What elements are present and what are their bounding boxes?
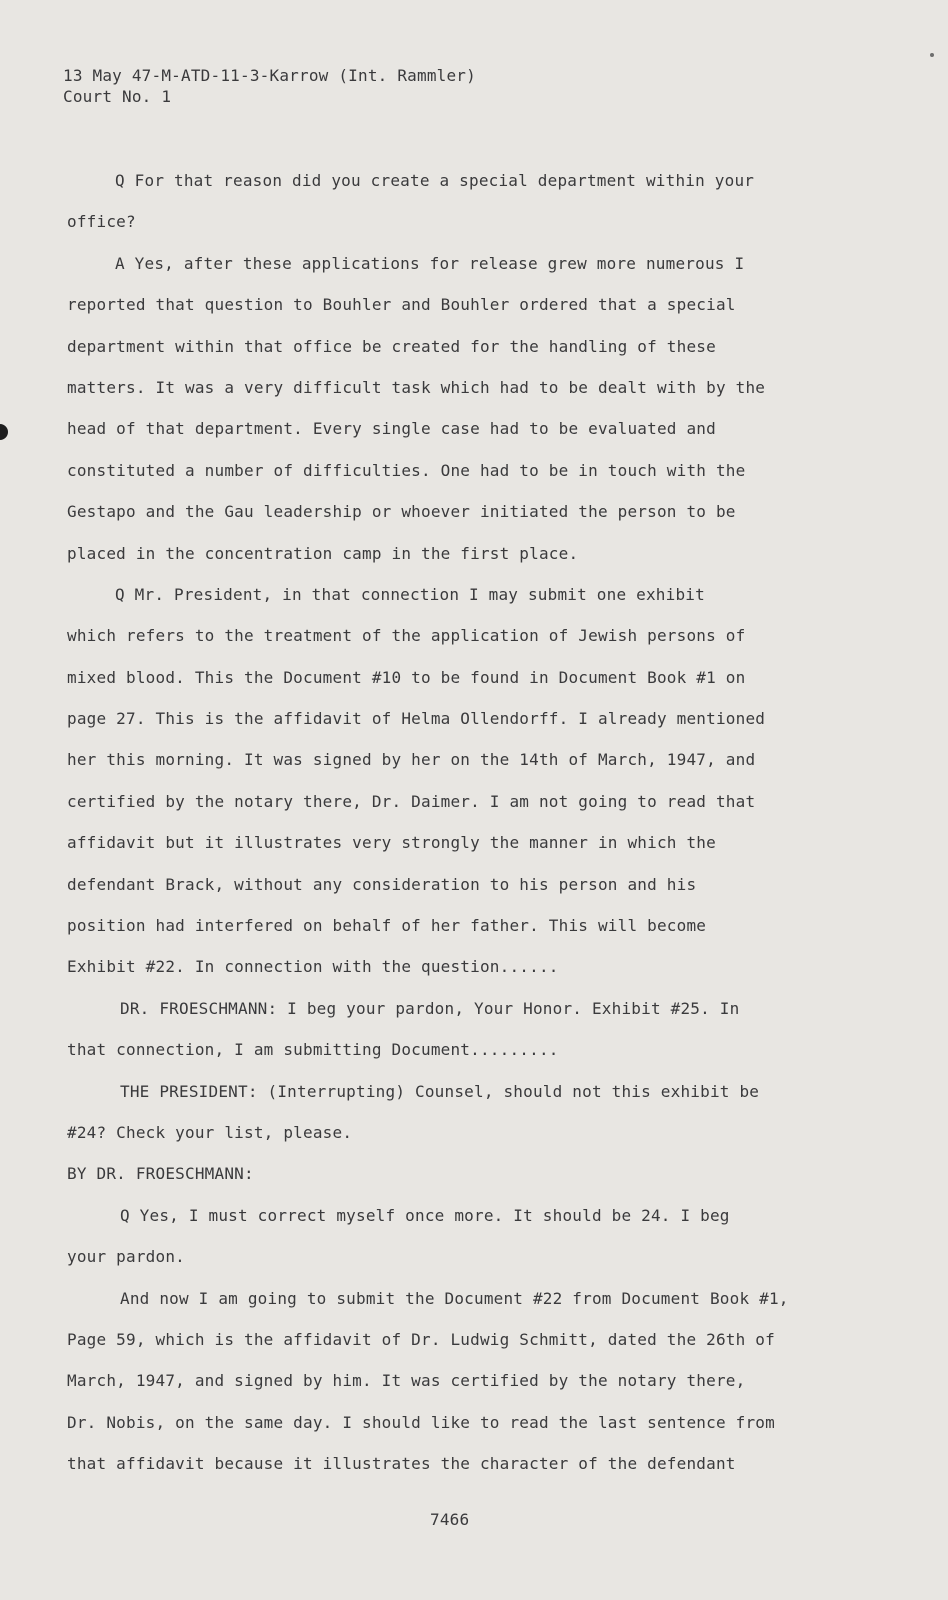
- corner-mark: [930, 53, 934, 57]
- text-line: #24? Check your list, please.: [67, 1122, 353, 1142]
- text-line: page 27. This is the affidavit of Helma Ollendorff. I already mentioned: [67, 709, 766, 729]
- text-line: Q Mr. President, in that connection I may submit one exhibit: [115, 584, 705, 604]
- text-line: And now I am going to submit the Document #22 from Document Book #1,: [120, 1288, 789, 1308]
- text-line: DR. FROESCHMANN: I beg your pardon, Your Honor. Exhibit #25. In: [120, 998, 740, 1018]
- text-line: your pardon.: [67, 1247, 185, 1267]
- transcript-reference: 13 May 47-M-ATD-11-3-Karrow (Int. Rammler): [63, 66, 476, 85]
- text-line: mixed blood. This the Document #10 to be found in Document Book #1 on: [67, 667, 746, 687]
- text-line: that affidavit because it illustrates the character of the defendant: [67, 1454, 736, 1474]
- text-line: which refers to the treatment of the application of Jewish persons of: [67, 626, 746, 646]
- text-line: constituted a number of difficulties. One had to be in touch with the: [67, 460, 746, 480]
- text-line: her this morning. It was signed by her on the 14th of March, 1947, and: [67, 750, 756, 770]
- text-line: office?: [67, 212, 136, 232]
- text-line: that connection, I am submitting Document.........: [67, 1040, 559, 1060]
- text-line: Dr. Nobis, on the same day. I should like to read the last sentence from: [67, 1412, 775, 1432]
- text-line: Q For that reason did you create a special department within your: [115, 171, 755, 190]
- transcript-body: [67, 171, 827, 1496]
- text-line: reported that question to Bouhler and Bouhler ordered that a special: [67, 295, 736, 315]
- text-line: Exhibit #22. In connection with the question......: [67, 957, 559, 977]
- text-line: A Yes, after these applications for release grew more numerous I: [115, 253, 745, 273]
- text-line: THE PRESIDENT: (Interrupting) Counsel, should not this exhibit be: [120, 1081, 760, 1101]
- text-line: Page 59, which is the affidavit of Dr. Ludwig Schmitt, dated the 26th of: [67, 1329, 775, 1349]
- text-line: Q Yes, I must correct myself once more. It should be 24. I beg: [120, 1205, 730, 1225]
- text-line: Gestapo and the Gau leadership or whoever initiated the person to be: [67, 502, 736, 522]
- text-line: defendant Brack, without any consideration to his person and his: [67, 874, 697, 894]
- text-line: affidavit but it illustrates very strongly the manner in which the: [67, 833, 716, 853]
- text-line: department within that office be created for the handling of these: [67, 336, 716, 356]
- text-line: position had interfered on behalf of her father. This will become: [67, 916, 707, 936]
- text-line: certified by the notary there, Dr. Daimer. I am not going to read that: [67, 791, 756, 811]
- text-line: matters. It was a very difficult task which had to be dealt with by the: [67, 377, 766, 397]
- text-line: placed in the concentration camp in the first place.: [67, 543, 579, 563]
- text-line: March, 1947, and signed by him. It was certified by the notary there,: [67, 1371, 746, 1391]
- court-number: Court No. 1: [63, 87, 172, 106]
- text-line: head of that department. Every single case had to be evaluated and: [67, 419, 716, 439]
- punch-hole-mark: [0, 424, 8, 440]
- page-number: 7466: [430, 1510, 470, 1529]
- text-line: BY DR. FROESCHMANN:: [67, 1164, 254, 1184]
